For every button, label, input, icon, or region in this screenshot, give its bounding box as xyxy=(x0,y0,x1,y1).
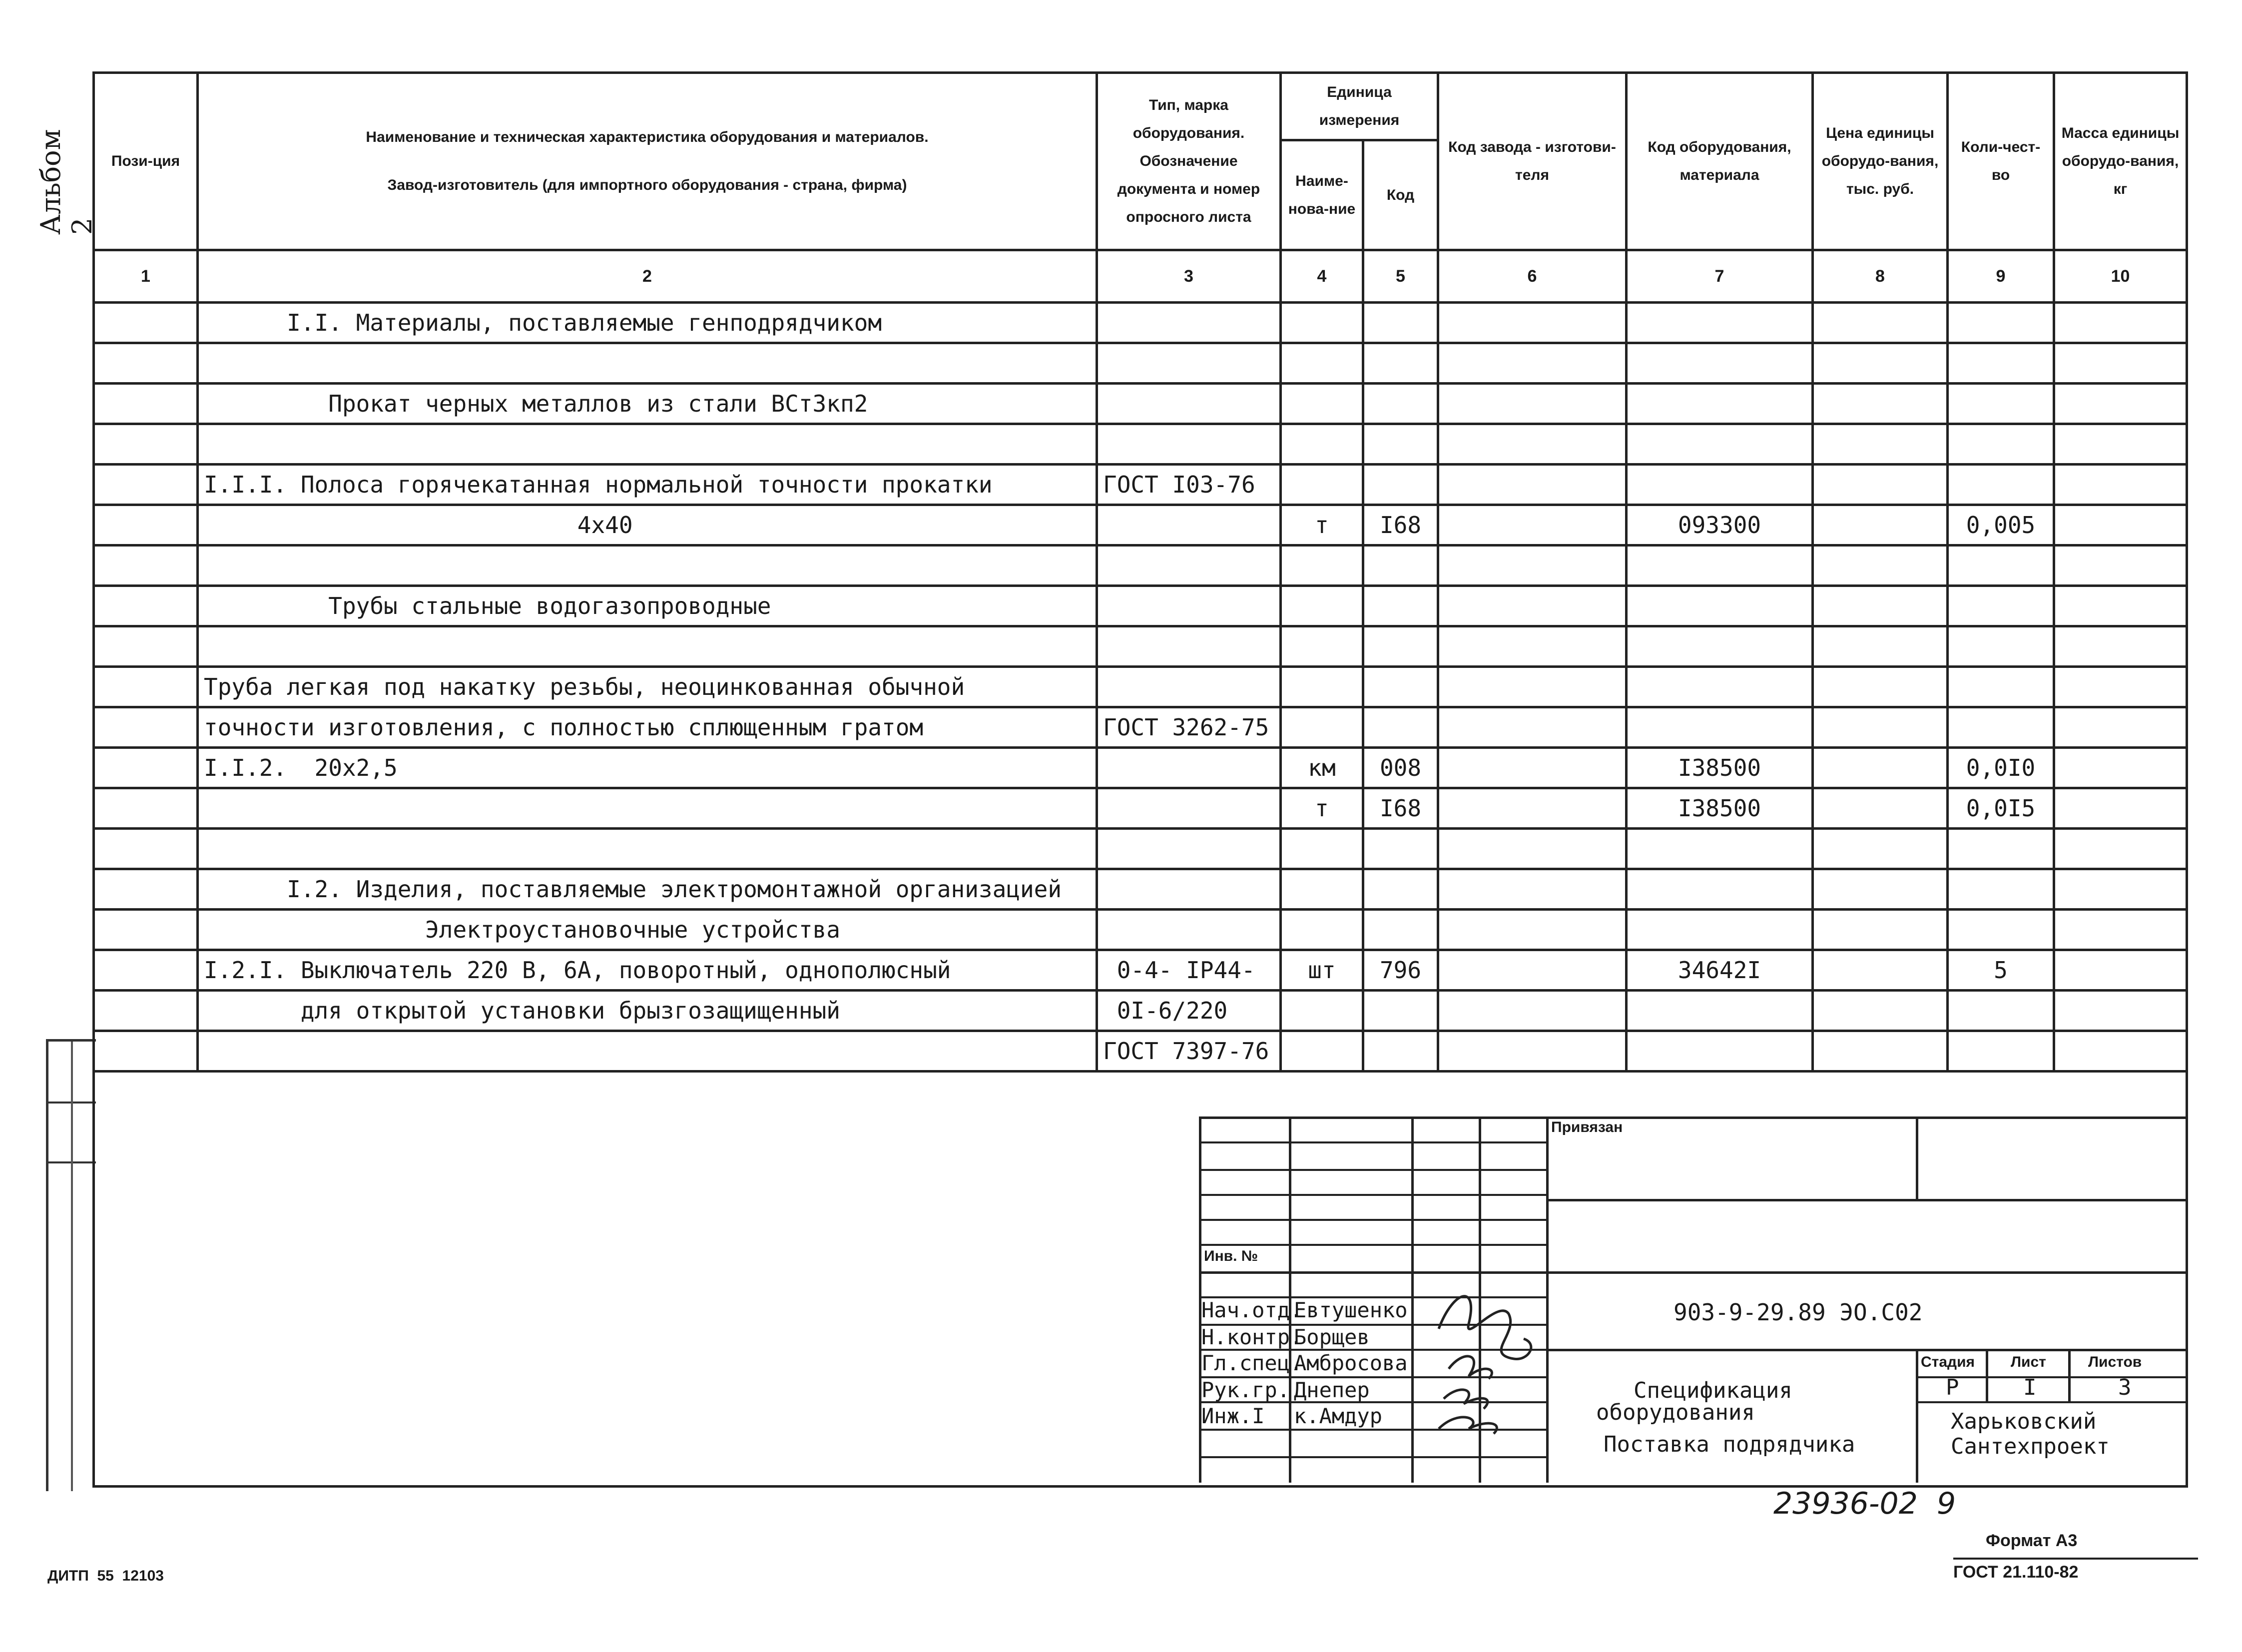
cell-mass xyxy=(2054,586,2187,626)
header-position: Пози-ция xyxy=(94,73,198,250)
cell-code xyxy=(1363,829,1438,869)
cell-pos xyxy=(94,343,198,384)
cell-price xyxy=(1813,343,1948,384)
cell-pos xyxy=(94,1031,198,1072)
sheets-label: Листов xyxy=(2088,1354,2142,1370)
table-row xyxy=(94,586,2187,626)
cell-type xyxy=(1097,829,1281,869)
cell-mass xyxy=(2054,829,2187,869)
cell-code xyxy=(1363,303,1438,343)
cell-pos xyxy=(94,829,198,869)
cell-pos xyxy=(94,869,198,910)
cell-mass xyxy=(2054,991,2187,1031)
signatures xyxy=(1409,1269,1549,1439)
cell-name xyxy=(198,829,1097,869)
staff-role: Н.контр. xyxy=(1201,1325,1303,1349)
table-row xyxy=(94,384,2187,424)
header-unit-group: Единица измерения xyxy=(1281,73,1438,140)
cell-type xyxy=(1097,910,1281,950)
col-num: 8 xyxy=(1813,250,1948,303)
cell-unit xyxy=(1281,626,1363,667)
table-row xyxy=(94,788,2187,829)
cell-plant xyxy=(1438,1031,1627,1072)
cell-matcode: 34642I xyxy=(1627,950,1813,991)
cell-price xyxy=(1813,384,1948,424)
cell-mass xyxy=(2054,788,2187,829)
cell-unit xyxy=(1281,869,1363,910)
cell-plant xyxy=(1438,505,1627,546)
cell-mass xyxy=(2054,384,2187,424)
cell-matcode xyxy=(1627,1031,1813,1072)
cell-name xyxy=(198,546,1097,586)
cell-unit xyxy=(1281,829,1363,869)
cell-qty xyxy=(1948,546,2054,586)
table-row xyxy=(94,829,2187,869)
cell-qty xyxy=(1948,1031,2054,1072)
stage-value: Р xyxy=(1946,1375,1959,1400)
cell-plant xyxy=(1438,707,1627,748)
cell-unit xyxy=(1281,586,1363,626)
cell-matcode xyxy=(1627,546,1813,586)
stage-label: Стадия xyxy=(1921,1354,1975,1370)
cell-pos xyxy=(94,303,198,343)
table-row xyxy=(94,748,2187,788)
header-row xyxy=(94,73,2187,140)
col-num: 2 xyxy=(198,250,1097,303)
cell-matcode xyxy=(1627,586,1813,626)
cell-qty xyxy=(1948,303,2054,343)
cell-pos xyxy=(94,424,198,465)
cell-type xyxy=(1097,384,1281,424)
cell-matcode xyxy=(1627,667,1813,707)
cell-qty xyxy=(1948,910,2054,950)
cell-matcode xyxy=(1627,869,1813,910)
cell-name xyxy=(198,343,1097,384)
organization-line2: Сантехпроект xyxy=(1951,1434,2110,1459)
cell-pos xyxy=(94,586,198,626)
cell-mass xyxy=(2054,626,2187,667)
cell-pos xyxy=(94,707,198,748)
cell-type xyxy=(1097,505,1281,546)
cell-name: I.2.I. Выключатель 220 В, 6А, поворотный, однополюсный xyxy=(198,950,1097,991)
table-row xyxy=(94,950,2187,991)
cell-matcode xyxy=(1627,626,1813,667)
table-row xyxy=(94,465,2187,505)
cell-plant xyxy=(1438,991,1627,1031)
header-name-line1: Наименование и техническая характеристика оборудования и материалов. xyxy=(366,129,929,145)
cell-matcode xyxy=(1627,343,1813,384)
table-row xyxy=(94,910,2187,950)
header-price: Цена единицы оборудо-вания, тыс. руб. xyxy=(1813,73,1948,250)
cell-type xyxy=(1097,424,1281,465)
cell-unit: км xyxy=(1281,748,1363,788)
table-row xyxy=(94,707,2187,748)
organization-line1: Харьковский xyxy=(1951,1409,2097,1434)
table-row xyxy=(94,626,2187,667)
cell-pos xyxy=(94,384,198,424)
specification-table xyxy=(92,71,2188,1073)
cell-mass xyxy=(2054,465,2187,505)
cell-unit: шт xyxy=(1281,950,1363,991)
cell-type: ГОСТ I03-76 xyxy=(1097,465,1281,505)
cell-name: Электроустановочные устройства xyxy=(198,910,1097,950)
cell-mass xyxy=(2054,505,2187,546)
cell-matcode xyxy=(1627,384,1813,424)
header-unit-code: Код xyxy=(1363,140,1438,250)
staff-role: Рук.гр. xyxy=(1201,1378,1290,1402)
header-name xyxy=(198,73,1097,250)
cell-price xyxy=(1813,546,1948,586)
cell-name xyxy=(198,788,1097,829)
cell-qty xyxy=(1948,991,2054,1031)
staff-name: Днепер xyxy=(1294,1378,1370,1402)
cell-qty xyxy=(1948,667,2054,707)
cell-code xyxy=(1363,991,1438,1031)
header-name-line2: Завод-изготовитель (для импортного оборудования - страна, фирма) xyxy=(387,177,907,193)
cell-plant xyxy=(1438,788,1627,829)
table-row xyxy=(94,343,2187,384)
cell-code: I68 xyxy=(1363,788,1438,829)
cell-name: I.I.2. 20х2,5 xyxy=(198,748,1097,788)
header-unit-name: Наиме-нова-ние xyxy=(1281,140,1363,250)
header-mass: Масса единицы оборудо-вания, кг xyxy=(2054,73,2187,250)
cell-mass xyxy=(2054,910,2187,950)
cell-price xyxy=(1813,788,1948,829)
cell-code xyxy=(1363,424,1438,465)
header-material-code: Код оборудования, материала xyxy=(1627,73,1813,250)
cell-mass xyxy=(2054,950,2187,991)
bottom-rule xyxy=(1953,1558,2198,1560)
cell-type xyxy=(1097,626,1281,667)
cell-unit xyxy=(1281,707,1363,748)
cell-unit xyxy=(1281,667,1363,707)
cell-name: I.I. Материалы, поставляемые генподрядчиком xyxy=(198,303,1097,343)
cell-type xyxy=(1097,748,1281,788)
cell-code: 796 xyxy=(1363,950,1438,991)
col-num: 6 xyxy=(1438,250,1627,303)
col-num: 7 xyxy=(1627,250,1813,303)
table-row xyxy=(94,667,2187,707)
table-row xyxy=(94,303,2187,343)
cell-matcode xyxy=(1627,910,1813,950)
cell-pos xyxy=(94,950,198,991)
cell-name: для открытой установки брызгозащищенный xyxy=(198,991,1097,1031)
cell-qty xyxy=(1948,626,2054,667)
table-row xyxy=(94,1031,2187,1072)
cell-unit xyxy=(1281,343,1363,384)
header-quantity: Коли-чест-во xyxy=(1948,73,2054,250)
document-title-line3: Поставка подрядчика xyxy=(1604,1432,1855,1457)
cell-qty xyxy=(1948,465,2054,505)
staff-name: Борщев xyxy=(1294,1325,1370,1349)
cell-name xyxy=(198,424,1097,465)
cell-price xyxy=(1813,424,1948,465)
cell-type: 0-4- IP44- xyxy=(1097,950,1281,991)
cell-plant xyxy=(1438,384,1627,424)
cell-price xyxy=(1813,950,1948,991)
cell-name: Трубы стальные водогазопроводные xyxy=(198,586,1097,626)
cell-code xyxy=(1363,384,1438,424)
privyazan-label: Привязан xyxy=(1551,1119,1623,1135)
cell-mass xyxy=(2054,343,2187,384)
document-title-line1: Спецификация xyxy=(1634,1378,1792,1403)
cell-plant xyxy=(1438,424,1627,465)
col-num: 4 xyxy=(1281,250,1363,303)
cell-plant xyxy=(1438,667,1627,707)
cell-pos xyxy=(94,505,198,546)
cell-plant xyxy=(1438,869,1627,910)
cell-name: Труба легкая под накатку резьбы, неоцинкованная обычной xyxy=(198,667,1097,707)
cell-price xyxy=(1813,586,1948,626)
cell-type xyxy=(1097,586,1281,626)
cell-unit xyxy=(1281,1031,1363,1072)
cell-plant xyxy=(1438,546,1627,586)
cell-name: I.2. Изделия, поставляемые электромонтажной организацией xyxy=(198,869,1097,910)
cell-type xyxy=(1097,869,1281,910)
binding-strip xyxy=(46,1039,96,1491)
cell-code: I68 xyxy=(1363,505,1438,546)
sheet-label: Лист xyxy=(2011,1354,2046,1370)
sheet-value: I xyxy=(2023,1375,2037,1400)
col-num: 3 xyxy=(1097,250,1281,303)
cell-mass xyxy=(2054,303,2187,343)
cell-price xyxy=(1813,626,1948,667)
cell-name: I.I.I. Полоса горячекатанная нормальной точности прокатки xyxy=(198,465,1097,505)
cell-unit xyxy=(1281,384,1363,424)
cell-price xyxy=(1813,910,1948,950)
cell-type: 0I-6/220 xyxy=(1097,991,1281,1031)
cell-matcode xyxy=(1627,424,1813,465)
cell-unit xyxy=(1281,465,1363,505)
col-num: 1 xyxy=(94,250,198,303)
cell-pos xyxy=(94,910,198,950)
cell-matcode xyxy=(1627,303,1813,343)
handwritten-number: 23936-02 9 xyxy=(1773,1486,1956,1521)
staff-name: Евтушенко xyxy=(1294,1298,1408,1322)
cell-plant xyxy=(1438,626,1627,667)
header-plant-code: Код завода - изготови-теля xyxy=(1438,73,1627,250)
col-num: 5 xyxy=(1363,250,1438,303)
cell-matcode: I38500 xyxy=(1627,788,1813,829)
cell-qty xyxy=(1948,707,2054,748)
table-row xyxy=(94,546,2187,586)
cell-mass xyxy=(2054,1031,2187,1072)
cell-plant xyxy=(1438,343,1627,384)
cell-code xyxy=(1363,586,1438,626)
cell-name: Прокат черных металлов из стали ВСт3кп2 xyxy=(198,384,1097,424)
cell-pos xyxy=(94,546,198,586)
inventory-number-label: Инв. № xyxy=(1204,1248,1258,1264)
cell-mass xyxy=(2054,424,2187,465)
cell-type: ГОСТ 3262-75 xyxy=(1097,707,1281,748)
cell-qty xyxy=(1948,384,2054,424)
cell-plant xyxy=(1438,748,1627,788)
cell-price xyxy=(1813,303,1948,343)
cell-type xyxy=(1097,343,1281,384)
cell-mass xyxy=(2054,869,2187,910)
cell-type xyxy=(1097,303,1281,343)
cell-price xyxy=(1813,667,1948,707)
header-type: Тип, марка оборудования. Обозначение документа и номер опросного листа xyxy=(1097,73,1281,250)
cell-plant xyxy=(1438,303,1627,343)
cell-mass xyxy=(2054,667,2187,707)
staff-name: к.Амдур xyxy=(1294,1404,1383,1428)
cell-matcode xyxy=(1627,829,1813,869)
cell-type xyxy=(1097,546,1281,586)
cell-unit xyxy=(1281,991,1363,1031)
cell-matcode xyxy=(1627,991,1813,1031)
cell-unit xyxy=(1281,303,1363,343)
table-row xyxy=(94,505,2187,546)
cell-name: точности изготовления, с полностью сплющенным гратом xyxy=(198,707,1097,748)
table-body xyxy=(94,303,2187,1072)
cell-code xyxy=(1363,343,1438,384)
cell-qty: 0,005 xyxy=(1948,505,2054,546)
cell-qty xyxy=(1948,424,2054,465)
cell-code xyxy=(1363,869,1438,910)
cell-matcode xyxy=(1627,707,1813,748)
document-title-line2: оборудования xyxy=(1596,1400,1755,1425)
cell-code xyxy=(1363,465,1438,505)
col-num: 10 xyxy=(2054,250,2187,303)
cell-price xyxy=(1813,707,1948,748)
cell-qty: 0,0I5 xyxy=(1948,788,2054,829)
cell-code xyxy=(1363,667,1438,707)
cell-matcode: I38500 xyxy=(1627,748,1813,788)
cell-qty: 5 xyxy=(1948,950,2054,991)
cell-code xyxy=(1363,707,1438,748)
cell-mass xyxy=(2054,748,2187,788)
cell-mass xyxy=(2054,707,2187,748)
print-code: ДИТП 55 12103 xyxy=(47,1568,164,1584)
staff-role: Нач.отд. xyxy=(1201,1298,1303,1322)
cell-unit xyxy=(1281,910,1363,950)
cell-price xyxy=(1813,465,1948,505)
cell-unit: т xyxy=(1281,788,1363,829)
cell-unit xyxy=(1281,546,1363,586)
cell-type xyxy=(1097,788,1281,829)
cell-type xyxy=(1097,667,1281,707)
cell-type: ГОСТ 7397-76 xyxy=(1097,1031,1281,1072)
standard-label: ГОСТ 21.110-82 xyxy=(1953,1563,2079,1582)
cell-qty: 0,0I0 xyxy=(1948,748,2054,788)
cell-code xyxy=(1363,1031,1438,1072)
cell-price xyxy=(1813,748,1948,788)
cell-unit: т xyxy=(1281,505,1363,546)
cell-qty xyxy=(1948,829,2054,869)
cell-qty xyxy=(1948,586,2054,626)
cell-qty xyxy=(1948,343,2054,384)
cell-price xyxy=(1813,869,1948,910)
table-row xyxy=(94,869,2187,910)
table-row xyxy=(94,991,2187,1031)
col-num: 9 xyxy=(1948,250,2054,303)
cell-name xyxy=(198,626,1097,667)
cell-qty xyxy=(1948,869,2054,910)
album-label: Альбом 2 xyxy=(35,129,98,235)
column-number-row xyxy=(94,250,2187,303)
cell-matcode xyxy=(1627,465,1813,505)
cell-price xyxy=(1813,829,1948,869)
cell-code xyxy=(1363,910,1438,950)
cell-plant xyxy=(1438,910,1627,950)
cell-plant xyxy=(1438,465,1627,505)
cell-code: 008 xyxy=(1363,748,1438,788)
cell-pos xyxy=(94,667,198,707)
staff-role: Инж.I xyxy=(1201,1404,1265,1428)
cell-mass xyxy=(2054,546,2187,586)
cell-pos xyxy=(94,991,198,1031)
cell-price xyxy=(1813,1031,1948,1072)
cell-pos xyxy=(94,748,198,788)
cell-code xyxy=(1363,626,1438,667)
cell-plant xyxy=(1438,586,1627,626)
cell-plant xyxy=(1438,829,1627,869)
cell-pos xyxy=(94,788,198,829)
cell-name xyxy=(198,1031,1097,1072)
document-code: 903-9-29.89 ЭО.С02 xyxy=(1674,1299,1923,1326)
format-label: Формат А3 xyxy=(1986,1531,2078,1550)
sheets-value: 3 xyxy=(2118,1375,2132,1400)
cell-price xyxy=(1813,991,1948,1031)
cell-pos xyxy=(94,465,198,505)
staff-name: Амбросова xyxy=(1294,1351,1408,1375)
cell-pos xyxy=(94,626,198,667)
cell-name: 4х40 xyxy=(198,505,1097,546)
cell-price xyxy=(1813,505,1948,546)
cell-plant xyxy=(1438,950,1627,991)
cell-matcode: 093300 xyxy=(1627,505,1813,546)
cell-code xyxy=(1363,546,1438,586)
staff-role: Гл.спец. xyxy=(1201,1351,1303,1375)
cell-unit xyxy=(1281,424,1363,465)
table-row xyxy=(94,424,2187,465)
